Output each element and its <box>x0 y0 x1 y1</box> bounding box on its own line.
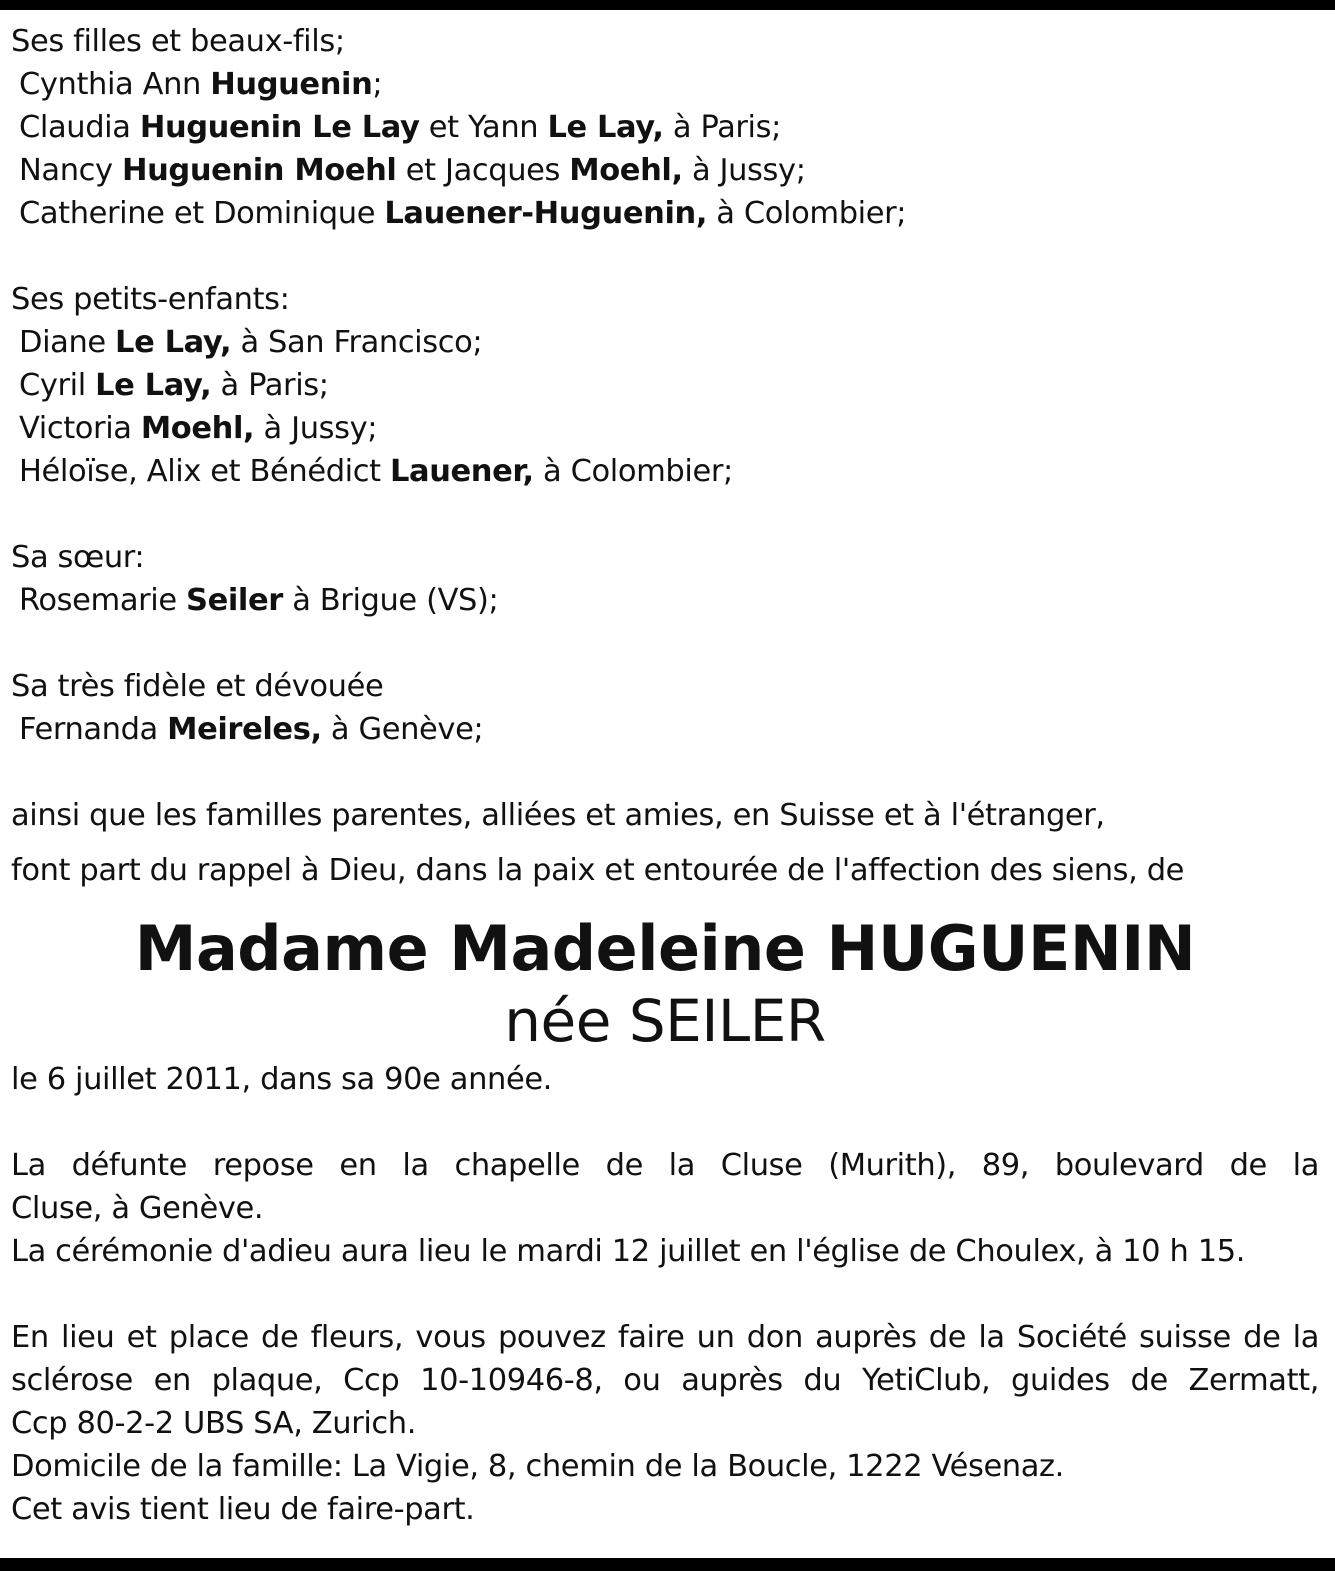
repose-line-1: La défunte repose en la chapelle de la Cluse (Murith), 89, boulevard de la <box>11 1148 1319 1183</box>
family-member-line: Diane Le Lay, à San Francisco; <box>19 325 483 360</box>
donation-line-2: sclérose en plaque, Ccp 10-10946-8, ou auprès du YetiClub, guides de Zermatt, <box>11 1363 1319 1398</box>
grandchildren-heading: Ses petits-enfants: <box>11 282 290 317</box>
donation-line-3: Ccp 80-2-2 UBS SA, Zurich. <box>11 1406 417 1441</box>
family-member-line: Rosemarie Seiler à Brigue (VS); <box>19 583 499 618</box>
family-member-line: Héloïse, Alix et Bénédict Lauener, à Colombier; <box>19 454 733 489</box>
domicile-line: Domicile de la famille: La Vigie, 8, chemin de la Boucle, 1222 Vésenaz. <box>11 1449 1064 1484</box>
families-line: ainsi que les familles parentes, alliées et amies, en Suisse et à l'étranger, <box>11 798 1105 833</box>
ceremony-line: La cérémonie d'adieu aura lieu le mardi 12 juillet en l'église de Choulex, à 10 h 15. <box>11 1234 1246 1269</box>
carer-heading: Sa très fidèle et dévouée <box>11 669 384 704</box>
spacer <box>11 622 1319 665</box>
spacer <box>11 235 1319 278</box>
spacer <box>11 1101 1319 1144</box>
top-rule <box>0 0 1335 10</box>
family-member-line: Nancy Huguenin Moehl et Jacques Moehl, à Jussy; <box>19 153 806 188</box>
maiden-name: née SEILER <box>504 987 826 1055</box>
family-member-line: Cynthia Ann Huguenin; <box>19 67 383 102</box>
family-member-line: Claudia Huguenin Le Lay et Yann Le Lay, à Paris; <box>19 110 781 145</box>
deceased-name: Madame Madeleine HUGUENIN <box>134 912 1196 985</box>
sister-heading: Sa sœur: <box>11 540 145 575</box>
bottom-rule <box>0 1558 1335 1571</box>
donation-line-1: En lieu et place de fleurs, vous pouvez faire un don auprès de la Société suisse de la <box>11 1320 1319 1355</box>
spacer <box>11 837 1319 849</box>
spacer <box>11 1273 1319 1316</box>
date-line: le 6 juillet 2011, dans sa 90e année. <box>11 1062 552 1097</box>
closing-line: Cet avis tient lieu de faire-part. <box>11 1492 475 1527</box>
announce-line: font part du rappel à Dieu, dans la paix et entourée de l'affection des siens, de <box>11 853 1185 888</box>
spacer <box>11 751 1319 794</box>
repose-line-2: Cluse, à Genève. <box>11 1191 264 1226</box>
family-member-line: Victoria Moehl, à Jussy; <box>19 411 378 446</box>
obituary-notice <box>11 20 1319 1531</box>
spacer <box>11 493 1319 536</box>
family-member-line: Fernanda Meireles, à Genève; <box>19 712 484 747</box>
daughters-heading: Ses filles et beaux-fils; <box>11 24 345 59</box>
family-member-line: Catherine et Dominique Lauener-Huguenin, à Colombier; <box>19 196 907 231</box>
family-member-line: Cyril Le Lay, à Paris; <box>19 368 329 403</box>
